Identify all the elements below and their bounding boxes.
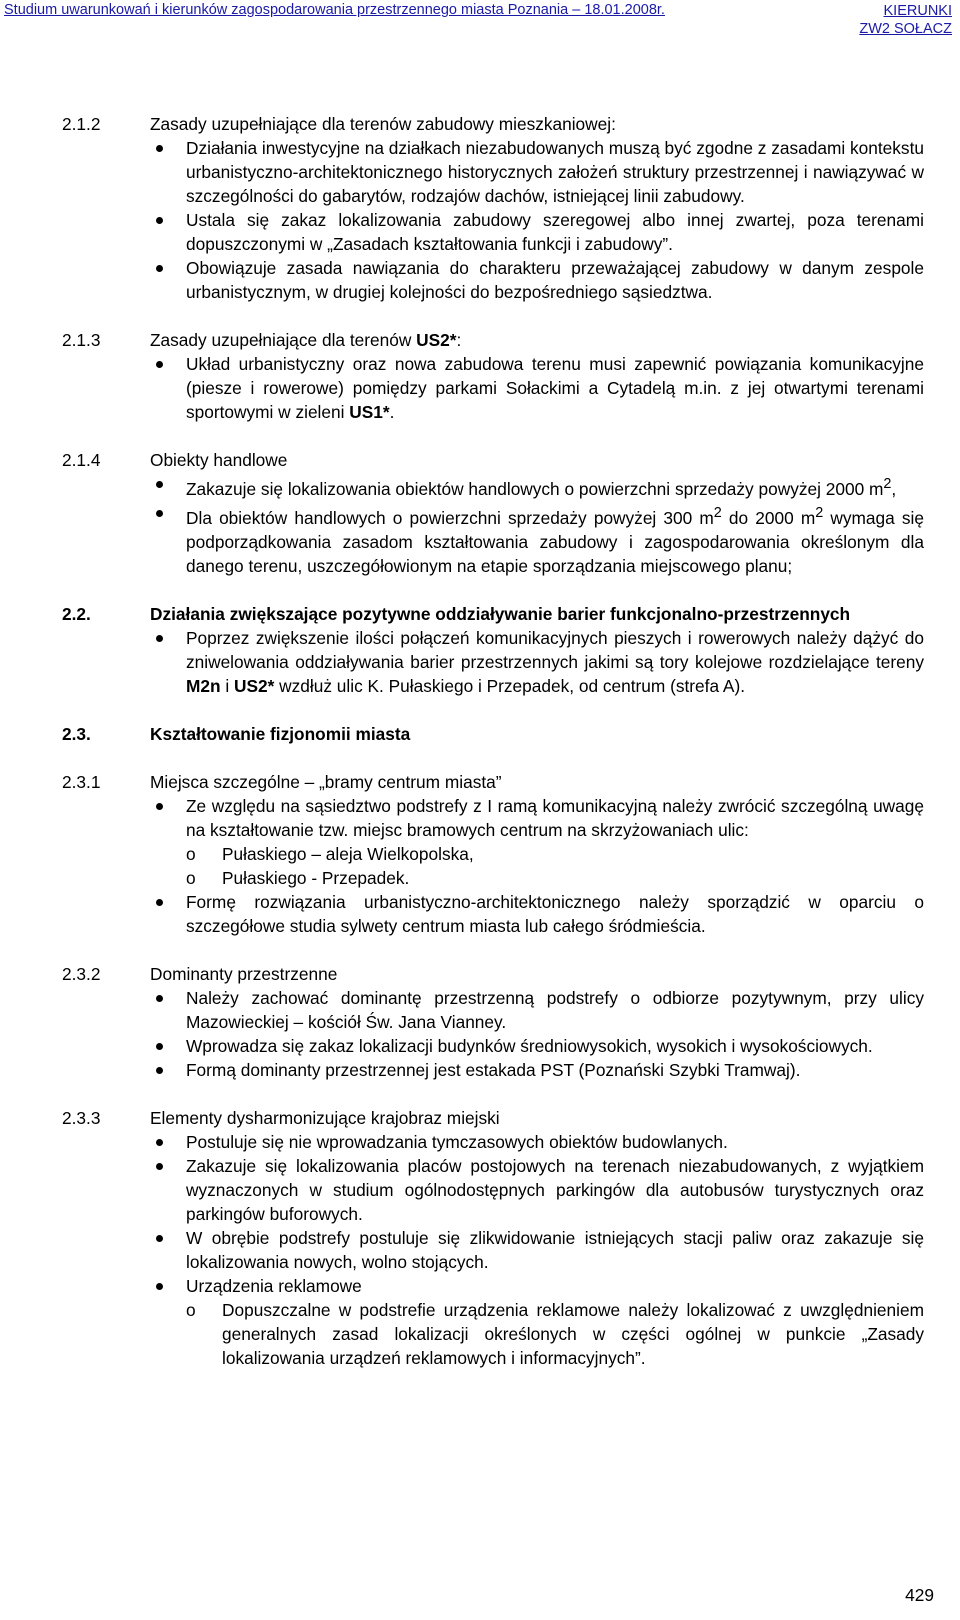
item-text: . (389, 402, 395, 422)
bullet-list (62, 136, 924, 304)
bullet-list (62, 472, 924, 578)
page-number: 429 (905, 1585, 934, 1605)
item-text: i (220, 675, 235, 696)
section-heading (62, 722, 924, 746)
item-text: Zakazuje się lokalizowania obiektów handlowych o powierzchni sprzedaży powyżej 2000 m (186, 478, 884, 499)
bullet-list (62, 1130, 924, 1370)
bullet-list (62, 352, 924, 424)
title-text: Zasady uzupełniające dla terenów (150, 330, 417, 350)
superscript: 2 (713, 504, 722, 521)
section-title: Zasady uzupełniające dla terenów zabudowy mieszkaniowej: (150, 114, 616, 134)
section-2-1-2 (62, 112, 924, 304)
sub-list-item: o Dopuszczalne w podstrefie urządzenia reklamowe należy lokalizować z uwzględnieniem generalnych zasad lokalizacji określonych w części ogólnej w punkcie „Zasady lokalizowania urządzeń reklamowych i informacyjnych”. (222, 1298, 924, 1370)
section-2-3-2 (62, 962, 924, 1082)
section-number: 2.1.2 (62, 114, 101, 134)
item-text: wzdłuż ulic K. Pułaskiego i Przepadek, od centrum (strefa A). (274, 675, 746, 696)
list-item (186, 626, 924, 698)
section-title: Miejsca szczególne – „bramy centrum miasta” (150, 771, 502, 792)
section-number: 2.3.3 (62, 1107, 101, 1128)
section-heading (62, 1106, 924, 1130)
list-item: W obrębie podstrefy postuluje się zlikwidowanie istniejących stacji paliw oraz zakazuje się lokalizowania nowych, wolno stojących. (186, 1227, 924, 1272)
section-heading (62, 112, 924, 136)
list-item (186, 1274, 924, 1370)
list-item: Działania inwestycyjne na działkach niezabudowanych muszą być zgodne z zasadami kontekstu urbanistyczno-architektonicznego historycznych założeń struktury przestrzennej i nawiązywać w szczególności do gabarytów, rodzajów dachów, istniejącej linii zabudowy. (186, 138, 924, 206)
bullet-list (62, 626, 924, 698)
zone-code: US1* (349, 402, 390, 422)
superscript: 2 (815, 504, 824, 521)
section-2-3-1 (62, 770, 924, 938)
section-title: Obiekty handlowe (150, 450, 288, 470)
section-heading (62, 448, 924, 472)
item-text: Urządzenia reklamowe (186, 1275, 362, 1296)
section-heading (62, 962, 924, 986)
section-title: Działania zwiększające pozytywne oddziaływanie barier funkcjonalno-przestrzennych (150, 603, 851, 624)
list-item: Obowiązuje zasada nawiązania do charakteru przeważającej zabudowy w danym zespole urbanistycznym, w drugiej kolejności do bezpośredniego sąsiedztwa. (186, 258, 924, 302)
list-item (186, 472, 924, 501)
section-2-1-4 (62, 448, 924, 578)
section-number: 2.3.1 (62, 771, 101, 792)
section-title: Elementy dysharmonizujące krajobraz miejski (150, 1107, 500, 1128)
list-item: Formę rozwiązania urbanistyczno-architektonicznego należy sporządzić w oparciu o szczegółowe studia sylwety centrum miasta lub całego śródmieścia. (186, 891, 924, 936)
item-text: Poprzez zwiększenie ilości połączeń komunikacyjnych pieszych i rowerowych należy dążyć do zniwelowania oddziaływania barier przestrzennych jakimi są tory kolejowe rozdzielające tereny (186, 627, 924, 672)
item-text: wymaga się podporządkowania zasadom kształtowania zabudowy i zagospodarowania określonym dla danego terenu, uszczegółowionym na etapie sporządzania miejscowego planu; (186, 507, 924, 576)
zone-code: M2n (186, 675, 221, 696)
section-2-2 (62, 602, 924, 698)
list-item: Należy zachować dominantę przestrzenną podstrefy o odbiorze pozytywnym, przy ulicy Mazowieckiej – kościół Św. Jana Vianney. (186, 987, 924, 1032)
list-item: Formą dominanty przestrzennej jest estakada PST (Poznański Szybki Tramwaj). (186, 1058, 924, 1082)
section-title: Dominanty przestrzenne (150, 963, 338, 984)
sub-list-item: o Pułaskiego - Przepadek. (222, 866, 924, 890)
sub-list (186, 842, 924, 890)
section-number: 2.2. (62, 603, 91, 624)
section-title (150, 328, 924, 352)
section-number: 2.1.4 (62, 450, 101, 470)
header-kierunki-link[interactable]: KIERUNKI (883, 3, 952, 19)
bullet-list (62, 794, 924, 938)
document-body (62, 112, 924, 1394)
item-text: Ze względu na sąsiedztwo podstrefy z I ramą komunikacyjną należy zwrócić szczególną uwagę na kształtowanie tzw. miejsc bramowych centrum na skrzyżowaniach ulic: (186, 795, 924, 840)
zone-code: US2* (234, 675, 275, 696)
header-right (859, 2, 952, 38)
section-heading (62, 770, 924, 794)
list-item (186, 794, 924, 890)
section-title: Kształtowanie fizjonomii miasta (150, 723, 411, 744)
section-2-3-3 (62, 1106, 924, 1370)
section-number: 2.3.2 (62, 963, 101, 984)
section-heading (62, 602, 924, 626)
item-text: Układ urbanistyczny oraz nowa zabudowa terenu musi zapewnić powiązania komunikacyjne (piesze i rowerowe) pomiędzy parkami Sołackimi a Cytadelą m.in. z jej otwartymi terenami sportowymi w zieleni (186, 354, 924, 422)
list-item (186, 352, 924, 424)
list-item: Postuluje się nie wprowadzania tymczasowych obiektów budowlanych. (186, 1130, 924, 1154)
section-number: 2.1.3 (62, 330, 101, 350)
zone-code: US2* (416, 330, 457, 350)
sub-list (186, 1298, 924, 1370)
list-item: Wprowadza się zakaz lokalizacji budynków średniowysokich, wysokich i wysokościowych. (186, 1034, 924, 1058)
section-2-1-3 (62, 328, 924, 424)
sub-list-item: o Pułaskiego – aleja Wielkopolska, (222, 842, 924, 866)
item-text: , (891, 478, 897, 499)
title-text: : (456, 330, 462, 350)
section-heading (62, 328, 924, 352)
list-item: Ustala się zakaz lokalizowania zabudowy szeregowej albo innej zwartej, poza terenami dopuszczonymi w „Zasadach kształtowania funkcji i zabudowy”. (186, 210, 924, 254)
superscript: 2 (883, 476, 892, 492)
section-2-3 (62, 722, 924, 746)
list-item: Zakazuje się lokalizowania placów postojowych na terenach niezabudowanych, z wyjątkiem wyznaczonych w studium ogólnodostępnych parkingów dla autobusów turystycznych oraz parkingów buforowych. (186, 1155, 924, 1224)
bullet-list (62, 986, 924, 1082)
running-header[interactable]: Studium uwarunkowań i kierunków zagospodarowania przestrzennego miasta Poznania – 18.01.2008r. (4, 2, 665, 18)
section-number: 2.3. (62, 723, 91, 744)
item-text: do 2000 m (721, 507, 816, 528)
item-text: Dla obiektów handlowych o powierzchni sprzedaży powyżej 300 m (186, 507, 714, 528)
header-zone-link[interactable]: ZW2 SOŁACZ (859, 21, 952, 37)
list-item (186, 501, 924, 578)
